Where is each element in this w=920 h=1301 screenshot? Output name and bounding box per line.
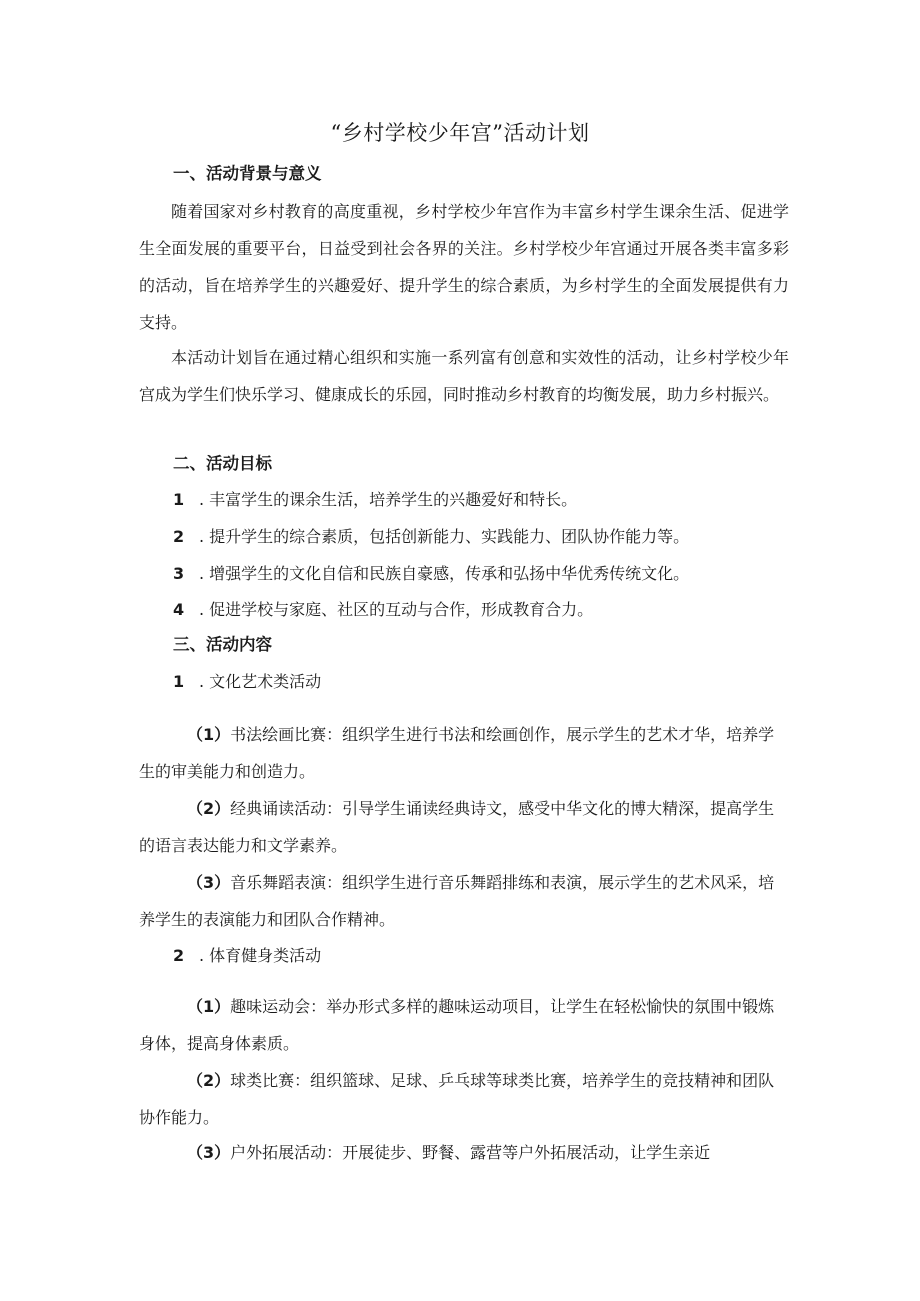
background-paragraph-2: 本活动计划旨在通过精心组织和实施一系列富有创意和实效性的活动，让乡村学校少年宫成为学生们快乐学习、健康成长的乐园，同时推动乡村教育的均衡发展，助力乡村振兴。: [139, 348, 789, 404]
background-paragraph-1: 随着国家对乡村教育的高度重视，乡村学校少年宫作为丰富乡村学生课余生活、促进学生全面发展的重要平台，日益受到社会各界的关注。乡村学校少年宫通过开展各类丰富多彩的活动，旨在培养学生的兴趣爱好、提升学生的综合素质，为乡村学生的全面发展提供有力支持。: [139, 202, 789, 332]
goal-item: [173, 525, 689, 549]
arts-item: [139, 790, 789, 864]
goal-item: [173, 562, 689, 586]
section-heading-content: 三、活动内容: [173, 635, 272, 654]
arts-item: [139, 716, 789, 790]
category-label: . 体育健身类活动: [199, 946, 322, 965]
section-heading-goals: 二、活动目标: [173, 454, 272, 473]
item-number: （2）: [187, 799, 231, 818]
item-number: （3）: [187, 873, 231, 892]
item-number: （1）: [187, 725, 231, 744]
goal-number: 1: [173, 490, 185, 509]
item-text: 经典诵读活动：引导学生诵读经典诗文，感受中华文化的博大精深，提高学生的语言表达能力和文学素养。: [139, 799, 775, 855]
goal-number: 4: [173, 600, 185, 619]
goal-item: [173, 488, 577, 512]
goal-text: . 提升学生的综合素质，包括创新能力、实践能力、团队协作能力等。: [199, 527, 690, 546]
category-heading-arts: [173, 670, 321, 694]
item-number: （1）: [187, 997, 231, 1016]
goal-text: . 促进学校与家庭、社区的互动与合作，形成教育合力。: [199, 600, 594, 619]
category-number: 2: [173, 946, 185, 965]
goal-item: [173, 598, 593, 622]
sports-item: [139, 1062, 789, 1136]
goal-number: 2: [173, 527, 185, 546]
category-label: . 文化艺术类活动: [199, 672, 322, 691]
goal-text: . 增强学生的文化自信和民族自豪感，传承和弘扬中华优秀传统文化。: [199, 564, 690, 583]
section-heading-background: 一、活动背景与意义: [173, 164, 322, 183]
goal-text: . 丰富学生的课余生活，培养学生的兴趣爱好和特长。: [199, 490, 578, 509]
item-text: 音乐舞蹈表演：组织学生进行音乐舞蹈排练和表演，展示学生的艺术风采，培养学生的表演能力和团队合作精神。: [139, 873, 775, 929]
category-heading-sports: [173, 944, 321, 968]
item-number: （3）: [187, 1143, 231, 1162]
sports-item: [139, 988, 789, 1062]
item-number: （2）: [187, 1071, 231, 1090]
item-text: 趣味运动会：举办形式多样的趣味运动项目，让学生在轻松愉快的氛围中锻炼身体，提高身体素质。: [139, 997, 775, 1053]
sports-item: [139, 1134, 789, 1171]
document-title: “乡村学校少年宫”活动计划: [330, 121, 590, 145]
goal-number: 3: [173, 564, 185, 583]
item-text: 书法绘画比赛：组织学生进行书法和绘画创作，展示学生的艺术才华，培养学生的审美能力和创造力。: [139, 725, 775, 781]
arts-item: [139, 864, 789, 938]
category-number: 1: [173, 672, 185, 691]
item-text: 户外拓展活动：开展徒步、野餐、露营等户外拓展活动，让学生亲近: [230, 1143, 711, 1162]
item-text: 球类比赛：组织篮球、足球、乒乓球等球类比赛，培养学生的竞技精神和团队协作能力。: [139, 1071, 775, 1127]
